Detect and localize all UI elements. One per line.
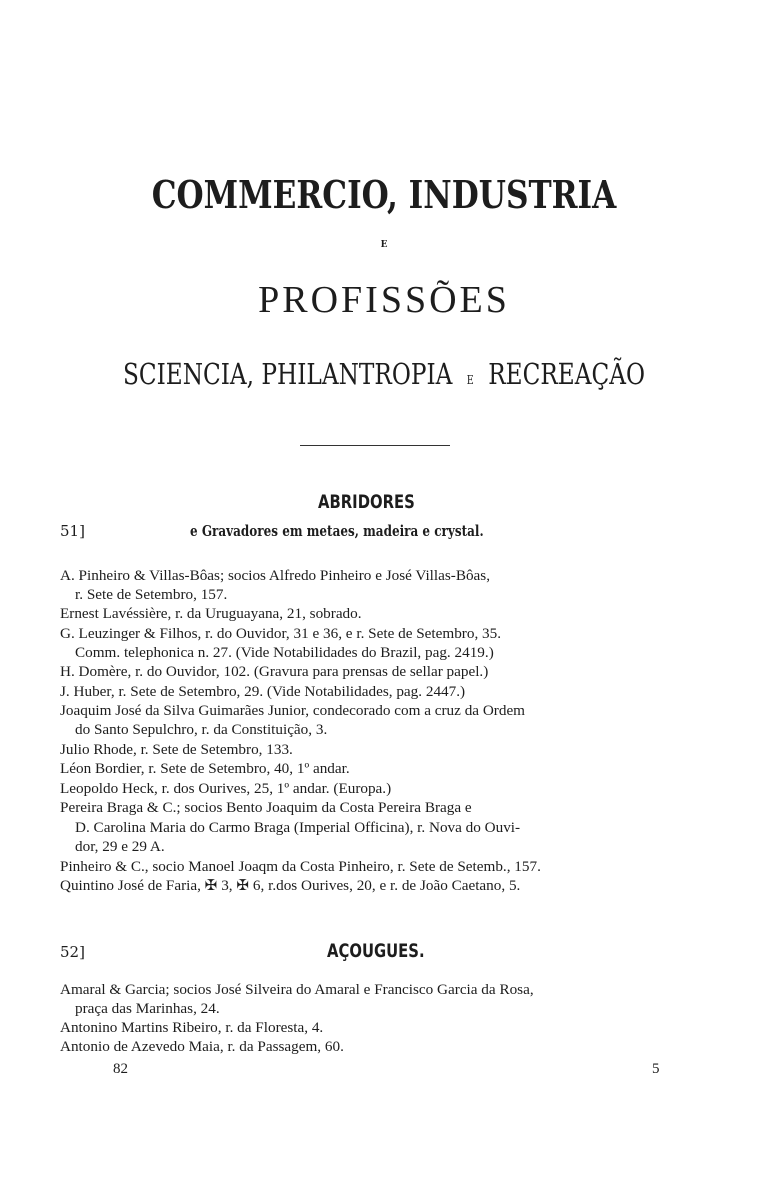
title-divider	[300, 445, 450, 446]
entry-line: G. Leuzinger & Filhos, r. do Ouvidor, 31 e 36, e r. Sete de Setembro, 35.	[60, 625, 502, 642]
entry-line: praça das Marinhas, 24.	[75, 1000, 220, 1017]
section-number-51: 51]	[60, 522, 85, 540]
entry-line: Ernest Lavéssière, r. da Uruguayana, 21, sobrado.	[60, 605, 362, 622]
entry-line: do Santo Sepulchro, r. da Constituição, 3.	[75, 721, 328, 738]
entry-line: J. Huber, r. Sete de Setembro, 29. (Vide Notabilidades, pag. 2447.)	[60, 683, 466, 700]
title-line-1: COMMERCIO, INDUSTRIA	[151, 172, 617, 217]
title-conjunction: E	[380, 240, 388, 250]
entry-line: Leopoldo Heck, r. dos Ourives, 25, 1º andar. (Europa.)	[60, 780, 392, 797]
entry-line: r. Sete de Setembro, 157.	[75, 586, 228, 603]
entry-line: Léon Bordier, r. Sete de Setembro, 40, 1º andar.	[60, 760, 350, 777]
section-heading-abridores: ABRIDORES	[318, 491, 415, 513]
title-line-3-part-b: RECREAÇÃO	[488, 357, 646, 391]
title-line-3-conjunction: E	[466, 373, 474, 387]
entry-line: Joaquim José da Silva Guimarães Junior, condecorado com a cruz da Ordem	[60, 702, 525, 719]
entry-line: H. Domère, r. do Ouvidor, 102. (Gravura para prensas de sellar papel.)	[60, 663, 489, 680]
entry-line: Antonino Martins Ribeiro, r. da Floresta, 4.	[60, 1019, 324, 1036]
entry-line: Pinheiro & C., socio Manoel Joaqm da Costa Pinheiro, r. Sete de Setemb., 157.	[60, 858, 541, 875]
title-line-3-part-a: SCIENCIA, PHILANTROPIA	[122, 357, 453, 391]
section-heading-acougues: AÇOUGUES.	[327, 940, 425, 962]
title-line-3	[77, 357, 691, 391]
section-subtitle-abridores: e Gravadores em metaes, madeira e crystal.	[190, 522, 484, 540]
entry-line: Julio Rhode, r. Sete de Setembro, 133.	[60, 741, 293, 758]
entry-line: Amaral & Garcia; socios José Silveira do Amaral e Francisco Garcia da Rosa,	[60, 981, 534, 998]
entry-line: Comm. telephonica n. 27. (Vide Notabilidades do Brazil, pag. 2419.)	[75, 644, 494, 661]
entry-line: Antonio de Azevedo Maia, r. da Passagem, 60.	[60, 1038, 344, 1055]
entry-line: D. Carolina Maria do Carmo Braga (Imperial Officina), r. Nova do Ouvi-	[75, 819, 521, 836]
signature-mark: 5	[652, 1061, 660, 1077]
page-number: 82	[113, 1061, 128, 1077]
entry-line: dor, 29 e 29 A.	[75, 838, 165, 855]
entry-line: Quintino José de Faria, ✠ 3, ✠ 6, r.dos Ourives, 20, e r. de João Caetano, 5.	[60, 877, 521, 894]
section-number-52: 52]	[60, 943, 85, 961]
title-line-2: PROFISSÕES	[258, 279, 510, 321]
entry-line: Pereira Braga & C.; socios Bento Joaquim da Costa Pereira Braga e	[60, 799, 472, 816]
entry-line: A. Pinheiro & Villas-Bôas; socios Alfredo Pinheiro e José Villas-Bôas,	[60, 567, 491, 584]
